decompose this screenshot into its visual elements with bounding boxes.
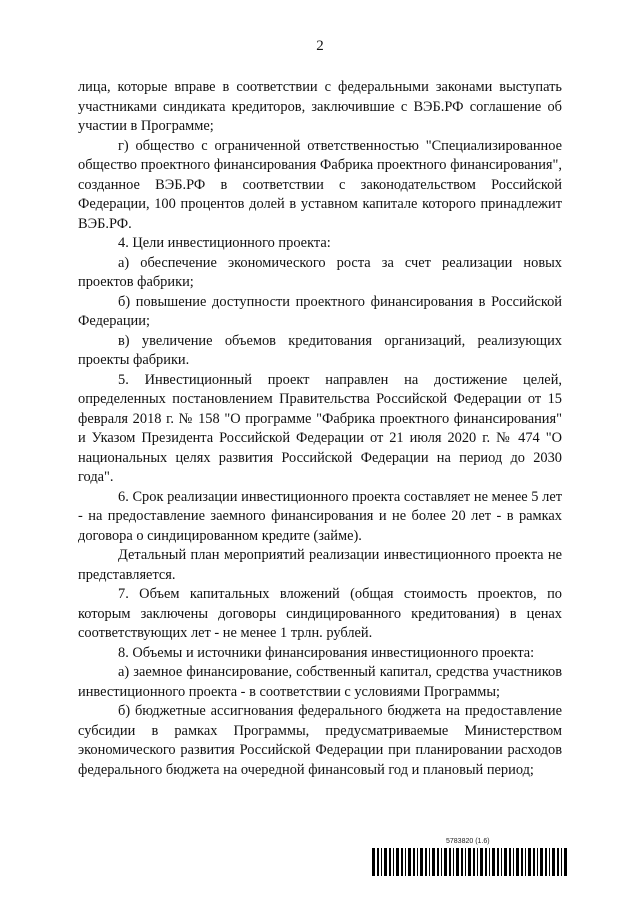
paragraph: 5. Инвестиционный проект направлен на достижение целей, определенных постановлением Правительства Российской Федерации от 15 февраля 2018 г. № 158 "О программе "Фабрика проектного финансирования" и Указом Президента Российской Федерации от 21 июля 2020 г. № 474 "О национальных целях развития Российской Федерации на период до 2030 года".	[78, 371, 562, 485]
paragraph: 6. Срок реализации инвестиционного проекта составляет не менее 5 лет - на предоставление заемного финансирования и не более 20 лет - в рамках договора о синдицированном кредите (займе).	[78, 488, 562, 544]
paragraph: а) обеспечение экономического роста за счет реализации новых проектов фабрики;	[78, 254, 562, 290]
paragraph: а) заемное финансирование, собственный капитал, средства участников инвестиционного проекта - в соответствии с условиями Программы;	[78, 664, 562, 700]
page-number: 2	[316, 38, 324, 54]
document-body	[78, 78, 562, 780]
paragraph: 4. Цели инвестиционного проекта:	[118, 235, 331, 251]
paragraph: б) бюджетные ассигнования федерального бюджета на предоставление субсидии в рамках Программы, предусматриваемые Министерством экономического развития Российской Федерации при планировании расходов федерального бюджета на очередной финансовый год и плановый период;	[78, 703, 562, 778]
paragraph: 7. Объем капитальных вложений (общая стоимость проектов, по которым заключены договоры синдицированного кредитования) в ценах соответствующих лет - не менее 1 трлн. рублей.	[78, 586, 562, 641]
paragraph: лица, которые вправе в соответствии с федеральными законами выступать участниками синдиката кредиторов, заключившие с ВЭБ.РФ соглашение об участии в Программе;	[78, 79, 562, 134]
paragraph: б) повышение доступности проектного финансирования в Российской Федерации;	[78, 293, 562, 329]
paragraph: в) увеличение объемов кредитования организаций, реализующих проекты фабрики.	[78, 332, 562, 368]
paragraph: г) общество с ограниченной ответственностью "Специализированное общество проектного финансирования Фабрика проектного финансирования", созданное ВЭБ.РФ в соответствии с законодательством Российской Федерации, 100 процентов долей в уставном капитале которого принадлежит ВЭБ.РФ.	[78, 137, 562, 232]
paragraph: Детальный план мероприятий реализации инвестиционного проекта не представляется.	[78, 547, 562, 583]
barcode-icon	[372, 848, 568, 876]
paragraph: 8. Объемы и источники финансирования инвестиционного проекта:	[118, 644, 535, 661]
document-barcode	[372, 838, 568, 878]
barcode-caption: 5783820 (1.6)	[446, 838, 490, 845]
